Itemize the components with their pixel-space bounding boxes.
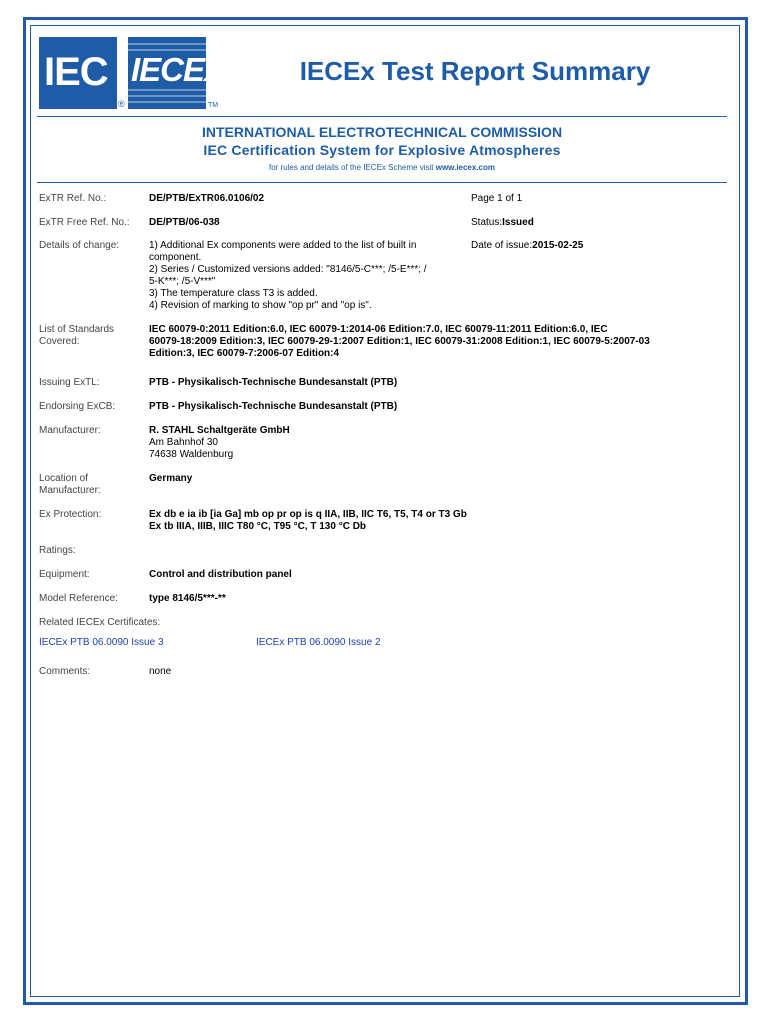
details-line: 4) Revision of marking to show "op pr" and "op is". bbox=[149, 300, 372, 311]
manufacturer-address: Am Bahnhof 30 bbox=[149, 437, 218, 448]
details-line: 1) Additional Ex components were added to the list of built in bbox=[149, 240, 417, 251]
logo-stripe bbox=[128, 43, 206, 45]
standards-label bbox=[39, 324, 114, 348]
status-label: Status: bbox=[471, 217, 503, 228]
iec-logo-text: IEC bbox=[44, 50, 108, 94]
endorsing-label: Endorsing ExCB: bbox=[39, 401, 116, 412]
model-value: type 8146/5***-** bbox=[149, 593, 226, 604]
extr-ref-value: DE/PTB/ExTR06.0106/02 bbox=[149, 193, 265, 204]
org-name: INTERNATIONAL ELECTROTECHNICAL COMMISSION bbox=[201, 124, 563, 140]
date-field bbox=[471, 240, 583, 252]
comments-value: none bbox=[149, 666, 172, 677]
manufacturer-name: R. STAHL Schaltgeräte GmbH bbox=[149, 425, 290, 436]
related-label: Related IECEx Certificates: bbox=[39, 617, 161, 628]
protection-line: Ex tb IIIA, IIIB, IIIC T80 °C, T95 °C, T 130 °C Db bbox=[149, 521, 367, 532]
model-label: Model Reference: bbox=[39, 593, 118, 604]
location-label-line: Location of bbox=[39, 473, 88, 484]
registered-mark: ® bbox=[118, 99, 125, 109]
manufacturer-label: Manufacturer: bbox=[39, 425, 101, 436]
page-title: IECEx Test Report Summary bbox=[299, 56, 651, 86]
rules-note bbox=[37, 163, 727, 172]
details-line: 2) Series / Customized versions added: "8146/5-C***; /5-E***; / bbox=[149, 264, 427, 275]
trademark-mark: TM bbox=[208, 102, 219, 109]
extr-ref-label: ExTR Ref. No.: bbox=[39, 193, 107, 204]
issuing-value: PTB - Physikalisch-Technische Bundesanstalt (PTB) bbox=[149, 377, 398, 388]
details-line: 3) The temperature class T3 is added. bbox=[149, 288, 318, 299]
comments-label: Comments: bbox=[39, 666, 91, 677]
system-name: IEC Certification System for Explosive Atmospheres bbox=[203, 142, 561, 158]
endorsing-value: PTB - Physikalisch-Technische Bundesanstalt (PTB) bbox=[149, 401, 398, 412]
ratings-label: Ratings: bbox=[39, 545, 76, 556]
status-field bbox=[471, 217, 534, 229]
details-line: component. bbox=[149, 252, 202, 263]
logo-stripe bbox=[128, 95, 206, 97]
logo-stripe bbox=[128, 101, 206, 103]
divider bbox=[37, 116, 727, 117]
standards-label-line: Covered: bbox=[39, 336, 80, 347]
logo-stripe bbox=[128, 89, 206, 91]
standards-line: Edition:3, IEC 60079-7:2006-07 Edition:4 bbox=[149, 348, 340, 359]
standards-line: 60079-18:2009 Edition:3, IEC 60079-29-1:2007 Edition:1, IEC 60079-31:2008 Edition:1, IEC 60079-5:2007-03 bbox=[149, 336, 650, 347]
equipment-value: Control and distribution panel bbox=[149, 569, 292, 580]
extr-free-value: DE/PTB/06-038 bbox=[149, 217, 220, 228]
location-value: Germany bbox=[149, 473, 193, 484]
standards-label-line: List of Standards bbox=[39, 324, 115, 335]
details-line: 5-K***; /5-V***" bbox=[149, 276, 216, 287]
related-cert-link[interactable]: IECEx PTB 06.0090 Issue 2 bbox=[256, 637, 381, 648]
details-label: Details of change: bbox=[39, 240, 120, 251]
rules-link[interactable]: www.iecex.com bbox=[435, 163, 496, 172]
iecex-logo-text: IECEx bbox=[131, 51, 222, 88]
date-value: 2015-02-25 bbox=[532, 240, 584, 251]
status-value: Issued bbox=[502, 217, 534, 228]
page-indicator: Page 1 of 1 bbox=[471, 193, 523, 204]
equipment-label: Equipment: bbox=[39, 569, 90, 580]
divider bbox=[37, 182, 727, 183]
date-label: Date of issue: bbox=[471, 240, 533, 251]
location-label-line: Manufacturer: bbox=[39, 485, 101, 496]
manufacturer-block bbox=[149, 425, 290, 461]
protection-line: Ex db e ia ib [ia Ga] mb op pr op is q IIA, IIB, IIC T6, T5, T4 or T3 Gb bbox=[149, 509, 467, 520]
related-cert-link[interactable]: IECEx PTB 06.0090 Issue 3 bbox=[39, 637, 164, 648]
details-text bbox=[149, 240, 469, 312]
issuing-label: Issuing ExTL: bbox=[39, 377, 100, 388]
protection-value bbox=[149, 509, 467, 533]
extr-free-label: ExTR Free Ref. No.: bbox=[39, 217, 130, 228]
location-label bbox=[39, 473, 101, 497]
standards-list bbox=[149, 324, 719, 360]
protection-label: Ex Protection: bbox=[39, 509, 102, 520]
standards-line: IEC 60079-0:2011 Edition:6.0, IEC 60079-1:2014-06 Edition:7.0, IEC 60079-11:2011 Edition:6.0, IEC bbox=[149, 324, 608, 335]
iec-logo bbox=[39, 37, 117, 109]
manufacturer-address: 74638 Waldenburg bbox=[149, 449, 234, 460]
rules-text: for rules and details of the IECEx Scheme visit bbox=[268, 163, 436, 172]
